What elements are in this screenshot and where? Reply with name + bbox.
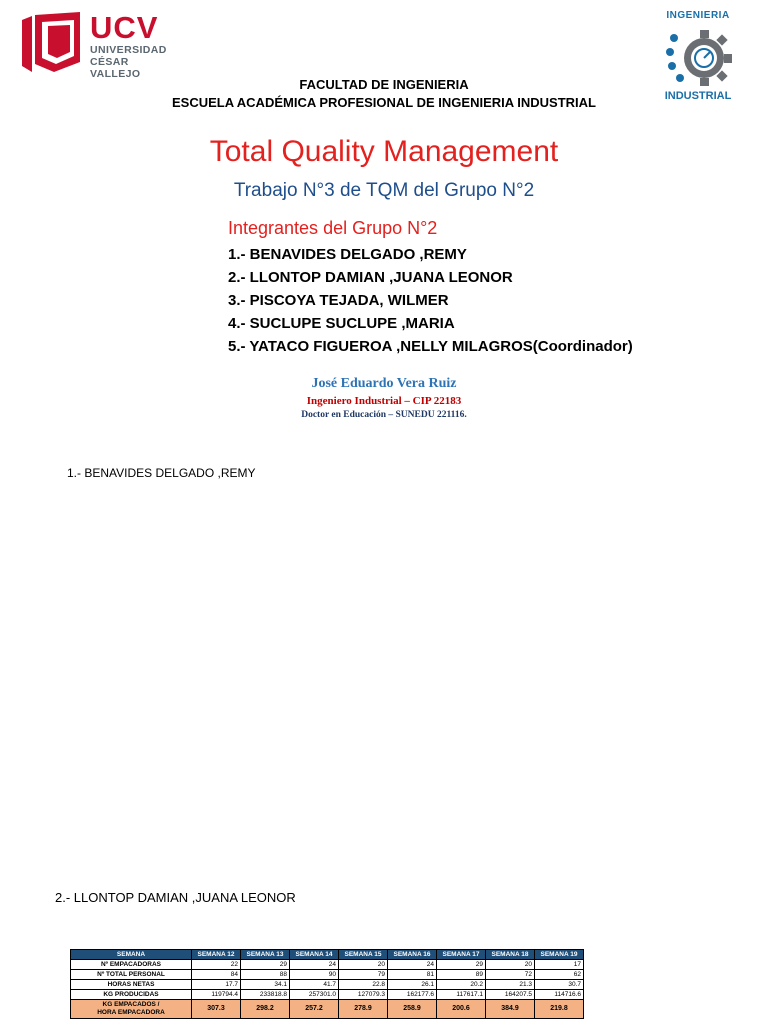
table-row [71, 960, 584, 970]
table-cell: 22 [192, 960, 241, 970]
table-cell: 200.6 [437, 1000, 486, 1019]
table-header-cell: SEMANA 18 [486, 950, 535, 960]
table-cell: 88 [241, 970, 290, 980]
table-row-label: KG PRODUCIDAS [71, 990, 192, 1000]
table-cell: 20 [486, 960, 535, 970]
table-header-row [71, 950, 584, 960]
faculty-heading: FACULTAD DE INGENIERIA [299, 77, 469, 92]
school-heading: ESCUELA ACADÉMICA PROFESIONAL DE INGENIERIA INDUSTRIAL [172, 95, 596, 110]
badge-top-text: INGENIERIA [666, 10, 730, 21]
table-header-cell: SEMANA 15 [339, 950, 388, 960]
member-item: 4.- SUCLUPE SUCLUPE ,MARIA [228, 315, 455, 332]
table-header-cell: SEMANA 14 [290, 950, 339, 960]
members-block [228, 218, 633, 358]
table-row-label: HORAS NETAS [71, 980, 192, 990]
table-cell: 233818.8 [241, 990, 290, 1000]
table-cell: 29 [437, 960, 486, 970]
table-cell: 62 [535, 970, 584, 980]
table-row [71, 970, 584, 980]
table-cell: 81 [388, 970, 437, 980]
table-cell: 119794.4 [192, 990, 241, 1000]
table-cell: 127079.3 [339, 990, 388, 1000]
table-cell: 72 [486, 970, 535, 980]
author-name: José Eduardo Vera Ruiz [311, 376, 457, 391]
table-cell: 257301.0 [290, 990, 339, 1000]
section-heading-1: 1.- BENAVIDES DELGADO ,REMY [67, 466, 256, 480]
page-subtitle: Trabajo N°3 de TQM del Grupo N°2 [233, 180, 535, 201]
table-cell: 89 [437, 970, 486, 980]
table-cell: 219.8 [535, 1000, 584, 1019]
table-cell: 278.9 [339, 1000, 388, 1019]
table-cell: 79 [339, 970, 388, 980]
table-header-cell: SEMANA 17 [437, 950, 486, 960]
table-cell: 17.7 [192, 980, 241, 990]
table-row [71, 980, 584, 990]
table-cell: 21.3 [486, 980, 535, 990]
member-item: 3.- PISCOYA TEJADA, WILMER [228, 292, 449, 309]
section-heading-2: 2.- LLONTOP DAMIAN ,JUANA LEONOR [55, 890, 296, 905]
table-highlight-label [71, 1000, 192, 1019]
table-cell: 258.9 [388, 1000, 437, 1019]
table-cell: 41.7 [290, 980, 339, 990]
page-title: Total Quality Management [209, 135, 559, 168]
table-header-cell: SEMANA 16 [388, 950, 437, 960]
table-cell: 34.1 [241, 980, 290, 990]
table-cell: 257.2 [290, 1000, 339, 1019]
author-title: Ingeniero Industrial – CIP 22183 [306, 395, 462, 407]
data-table [70, 949, 584, 1019]
members-heading: Integrantes del Grupo N°2 [228, 218, 438, 238]
ucv-line1: UNIVERSIDAD [90, 44, 167, 56]
table-cell: 162177.6 [388, 990, 437, 1000]
table-row [71, 990, 584, 1000]
author-degree: Doctor en Educación – SUNEDU 221116. [301, 410, 467, 420]
table-cell: 24 [290, 960, 339, 970]
badge-bottom-text: INDUSTRIAL [664, 90, 732, 102]
table-cell: 90 [290, 970, 339, 980]
ucv-wordmark [90, 12, 182, 80]
member-item: 1.- BENAVIDES DELGADO ,REMY [228, 246, 467, 263]
member-item: 5.- YATACO FIGUEROA ,NELLY MILAGROS(Coordinador) [228, 338, 633, 355]
table-cell: 17 [535, 960, 584, 970]
table-cell: 26.1 [388, 980, 437, 990]
table-highlight-row [71, 1000, 584, 1019]
ucv-line2: CÉSAR VALLEJO [90, 56, 141, 80]
table-cell: 384.9 [486, 1000, 535, 1019]
ucv-shield-icon [22, 12, 80, 72]
table-header-cell: SEMANA 12 [192, 950, 241, 960]
table-header-cell: SEMANA 19 [535, 950, 584, 960]
table-row-label: Nº EMPACADORAS [71, 960, 192, 970]
table-header-cell: SEMANA [71, 950, 192, 960]
table-cell: 29 [241, 960, 290, 970]
table-cell: 20 [339, 960, 388, 970]
table-cell: 84 [192, 970, 241, 980]
ucv-logo [22, 10, 182, 80]
table-header-cell: SEMANA 13 [241, 950, 290, 960]
table-cell: 24 [388, 960, 437, 970]
ucv-abbr: UCV [90, 10, 159, 45]
highlight-label-line2: HORA EMPACADORA [97, 1009, 165, 1016]
table-cell: 20.2 [437, 980, 486, 990]
table-cell: 298.2 [241, 1000, 290, 1019]
member-item: 2.- LLONTOP DAMIAN ,JUANA LEONOR [228, 269, 513, 286]
table-cell: 117617.1 [437, 990, 486, 1000]
table-cell: 307.3 [192, 1000, 241, 1019]
highlight-label-line1: KG EMPACADOS / [102, 1001, 160, 1008]
table-cell: 22.8 [339, 980, 388, 990]
table-cell: 164207.5 [486, 990, 535, 1000]
table-cell: 30.7 [535, 980, 584, 990]
table-cell: 114716.6 [535, 990, 584, 1000]
table-row-label: Nº TOTAL PERSONAL [71, 970, 192, 980]
